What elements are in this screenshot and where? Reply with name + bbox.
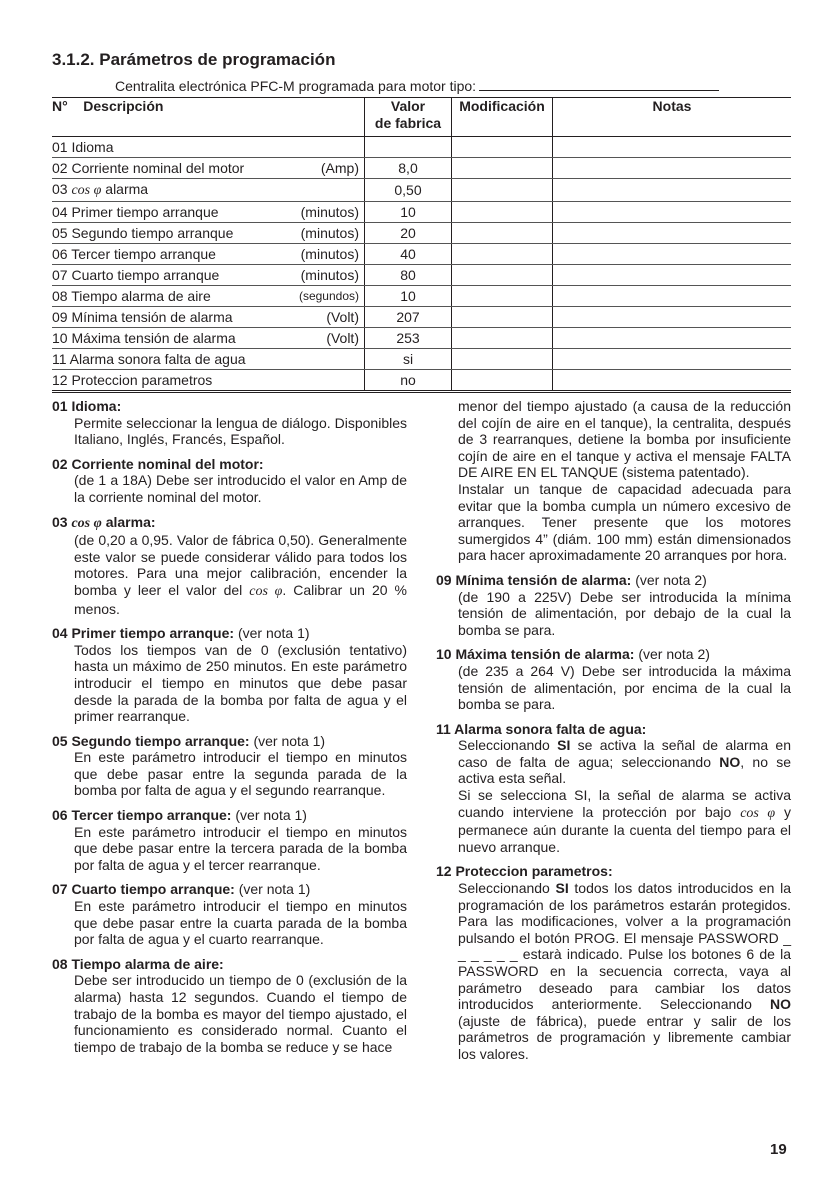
section-06 [52,807,407,873]
section-heading [52,514,407,533]
section-09 [436,572,791,638]
row-desc-text: 10 Máxima tensión de alarma [52,330,236,346]
section-body: menor del tiempo ajustado (a causa de la reducción del cojín de aire en el tanque), la centralita, después de 3 rearranques, detiene la bomba por insuficiente cojín de aire en el tanque y activa el mensaje FALTA DE AIRE EN EL TANQUE (sistema patentado). [458,398,791,481]
header-num: N° [52,98,68,114]
section-08-continued [436,398,791,564]
subtitle-text: Centralita electrónica PFC-M programada para motor tipo: [115,78,477,94]
table-row [52,244,791,265]
heading-note: (ver nota 1) [235,807,307,824]
table-row [52,223,791,244]
section-03 [52,514,407,618]
page-number: 19 [770,1141,787,1158]
section-02 [52,456,407,506]
section-body [52,532,407,617]
row-modification [452,265,553,286]
row-value: si [365,349,452,370]
section-body: Debe ser introducido un tiempo de 0 (exclusión de la alarma) hasta 12 segundos. Cuando el tiempo de trabajo de la bomba es mayor del tiempo ajustado, el funcionamiento es considerado normal. Cuanto el tiempo de trabajo de la bomba se reduce y se hace [74,972,407,1055]
row-unit: (minutos) [300,267,359,283]
row-desc [52,158,365,179]
table-row [52,137,791,158]
body-text: (ajuste de fábrica), puede entrar y salir de los parámetros de programación y libremente cambiar los valores. [458,1012,791,1062]
cos-phi-symbol: cos φ [740,805,776,821]
row-value: 20 [365,223,452,244]
section-body: (de 190 a 225V) Debe ser introducida la mínima tensión de alimentación, por debajo de la cual la bomba se para. [458,588,791,638]
section-heading: 12 Proteccion parametros: [436,863,613,880]
header-notes: Notas [553,98,792,137]
row-notes [553,370,792,392]
heading-note: (ver nota 1) [238,881,311,898]
row-desc [52,223,365,244]
section-05 [52,733,407,799]
row-desc [52,244,365,265]
row-value: 80 [365,265,452,286]
header-value [365,98,452,137]
row-desc-text: 08 Tiempo alarma de aire [52,288,211,304]
row-notes [553,307,792,328]
heading-text: alarma: [105,513,156,530]
row-value: 253 [365,328,452,349]
row-value: 40 [365,244,452,265]
motor-type-blank [479,77,719,91]
row-unit: (minutos) [300,225,359,241]
row-notes [553,223,792,244]
heading-note: (ver nota 2) [638,646,710,663]
row-desc-text: 07 Cuarto tiempo arranque [52,267,220,283]
table-row [52,158,791,179]
table-row [52,179,791,202]
row-modification [452,202,553,223]
row-modification [452,349,553,370]
section-body [436,737,791,855]
paragraph [458,787,791,855]
section-body: En este parámetro introducir el tiempo en minutos que debe pasar entre la cuarta parada de la bomba por falta de agua y el cuarto rearranque. [74,898,407,948]
row-value: 10 [365,286,452,307]
section-01 [52,398,407,448]
section-heading: 08 Tiempo alarma de aire: [52,955,224,972]
row-notes [553,349,792,370]
parameters-table [52,97,791,393]
heading-text: 04 Primer tiempo arranque: [52,625,235,642]
row-notes [553,244,792,265]
subtitle [115,77,719,94]
row-unit: (Amp) [320,160,359,176]
section-body: Instalar un tanque de capacidad adecuada para evitar que la bomba cumpla un número excesivo de arranques. Tener presente que los motores sumergidos 4” (diám. 100 mm) están dimensionados para hacer aproximadamente 20 arranques por hora. [458,480,791,564]
bold-text: NO [719,753,741,770]
row-desc-text [52,179,148,201]
row-modification [452,179,553,202]
row-desc [52,265,365,286]
section-12 [436,863,791,1062]
right-column [436,398,791,1071]
bold-text: NO [770,996,792,1013]
body-text: se activa la señal de alarma en caso de falta de agua; seleccionando [458,737,791,770]
table-row [52,265,791,286]
heading-text: 06 Tercer tiempo arranque: [52,807,232,824]
heading-text: 10 Máxima tensión de alarma: [436,646,635,663]
cos-phi-symbol: cos φ [249,583,283,599]
row-value [365,137,452,158]
section-04 [52,625,407,725]
heading-note: (ver nota 1) [253,732,326,749]
row-modification [452,307,553,328]
section-heading [436,646,791,663]
section-body: (de 235 a 264 V) Debe ser introducida la máxima tensión de alimentación, por encima de la cual la bomba se para. [458,662,791,713]
row-unit: (minutos) [300,246,359,262]
row-notes [553,286,792,307]
heading-text: 05 Segundo tiempo arranque: [52,732,250,749]
body-text: Seleccionando [458,737,550,754]
row-desc [52,328,365,349]
row-notes [553,158,792,179]
row-value: 0,50 [365,179,452,202]
row-modification [452,370,553,392]
row-value: 10 [365,202,452,223]
table-row [52,328,791,349]
section-heading: 01 Idioma: [52,398,122,414]
heading-text: 07 Cuarto tiempo arranque: [52,881,235,898]
left-column [52,398,407,1063]
row-desc [52,307,365,328]
section-heading: 11 Alarma sonora falta de agua: [436,720,647,737]
bold-text: SI [555,880,569,897]
body-text: todos los datos introducidos en la programación de los parámetros estarán protegidos. Para las modificaciones, volver a la programación pulsando el botón PROG. El mensaje PASSWORD _ _ _ _ _ _ estarà indicado. Pulse los botones 6 de la PASSWORD en la secuencia correcta, vaya al parámetro deseado para cambiar los datos introducidos anteriormente. Seleccionando [458,880,791,1013]
row-desc [52,370,365,392]
body-text: Si se selecciona SI, la señal de alarma se activa cuando interviene la protección por bajo [458,787,791,820]
row-notes [553,202,792,223]
row-modification [452,286,553,307]
row-notes [553,179,792,202]
row-notes [553,265,792,286]
row-desc [52,202,365,223]
section-07 [52,881,407,947]
section-body: (de 1 a 18A) Debe ser introducido el valor en Amp de la corriente nominal del motor. [74,472,407,505]
header-value-line1: Valor [390,98,426,114]
header-modification: Modificación [452,98,553,137]
row-modification [452,328,553,349]
row-unit: (segundos) [298,289,359,303]
row-desc-text: 05 Segundo tiempo arranque [52,225,234,241]
row-unit: (minutos) [300,204,359,220]
heading-num: 03 [52,513,68,530]
row-desc [52,286,365,307]
section-10 [436,646,791,712]
row-modification [452,137,553,158]
section-heading [436,572,791,589]
row-notes [553,328,792,349]
body-text: (de 0,20 a 0,95. Valor de fábrica 0,50). Generalmente este valor se puede considerar válido para todos los motores. Para una mejor calibración, encender la bomba y leer el valor del [74,532,407,598]
row-value: 8,0 [365,158,452,179]
table-row [52,307,791,328]
row-desc-pre: 03 [52,181,68,197]
row-modification [452,158,553,179]
heading-note: (ver nota 2) [635,571,707,588]
row-value: 207 [365,307,452,328]
table-row [52,202,791,223]
header-desc-label: Descripción [83,98,164,114]
row-desc-text: 01 Idioma [52,139,114,155]
section-heading [52,625,407,642]
row-desc-text: 09 Mínima tensión de alarma [52,309,233,325]
section-body: En este parámetro introducir el tiempo en minutos que debe pasar entre la segunda parada de la bomba por falta de agua y el segundo rearranque. [74,749,407,799]
row-desc [52,349,365,370]
section-body: En este parámetro introducir el tiempo en minutos que debe pasar entre la tercera parada de la bomba por falta de agua y el tercer rearranque. [74,823,407,873]
row-desc [52,179,365,202]
section-heading [52,807,407,824]
row-desc-text: 12 Proteccion parametros [52,372,213,388]
body-text: , no se activa esta señal. [458,753,792,787]
row-unit: (Volt) [326,309,359,325]
section-11 [436,721,791,856]
section-08 [52,956,407,1056]
table-row [52,286,791,307]
header-value-line2: de fabrica [374,115,442,131]
table-row [52,370,791,392]
cos-phi-symbol: cos φ [71,515,102,531]
section-heading [52,881,407,898]
row-desc-text: 11 Alarma sonora falta de agua [52,351,246,367]
row-modification [452,223,553,244]
row-desc-text: 04 Primer tiempo arranque [52,204,219,220]
section-heading [52,733,407,750]
row-unit: (Volt) [326,330,359,346]
cos-phi-symbol: cos φ [71,183,102,198]
row-desc-text: 06 Tercer tiempo arranque [52,246,216,262]
table-row [52,349,791,370]
heading-text: 09 Mínima tensión de alarma: [436,571,632,588]
body-text: Seleccionando [458,880,550,897]
section-body: Permite seleccionar la lengua de diálogo. Disponibles Italiano, Inglés, Francés, Español. [74,414,407,448]
heading-note: (ver nota 1) [237,625,310,642]
header-description [52,98,365,137]
row-value: no [365,370,452,392]
row-desc-text: 02 Corriente nominal del motor [52,160,245,176]
body-text: . Calibrar un 20 % menos. [74,581,407,617]
body-text: y permanece aún durante la cuenta del tiempo para el nuevo arranque. [458,803,792,855]
section-heading: 02 Corriente nominal del motor: [52,455,264,472]
row-desc-post: alarma [105,181,149,197]
section-body [436,880,791,1063]
row-notes [553,137,792,158]
section-body: Todos los tiempos van de 0 (exclusión tentativo) hasta un máximo de 250 minutos. En este parámetro introducir el tiempo en minutos que debe pasar desde la parada de la bomba por falta de agua y el primer rearranque. [74,641,407,725]
row-desc [52,137,365,158]
section-title: 3.1.2. Parámetros de programación [52,50,336,69]
bold-text: SI [557,737,571,754]
row-modification [452,244,553,265]
paragraph [458,737,791,787]
table-header-row [52,98,791,137]
